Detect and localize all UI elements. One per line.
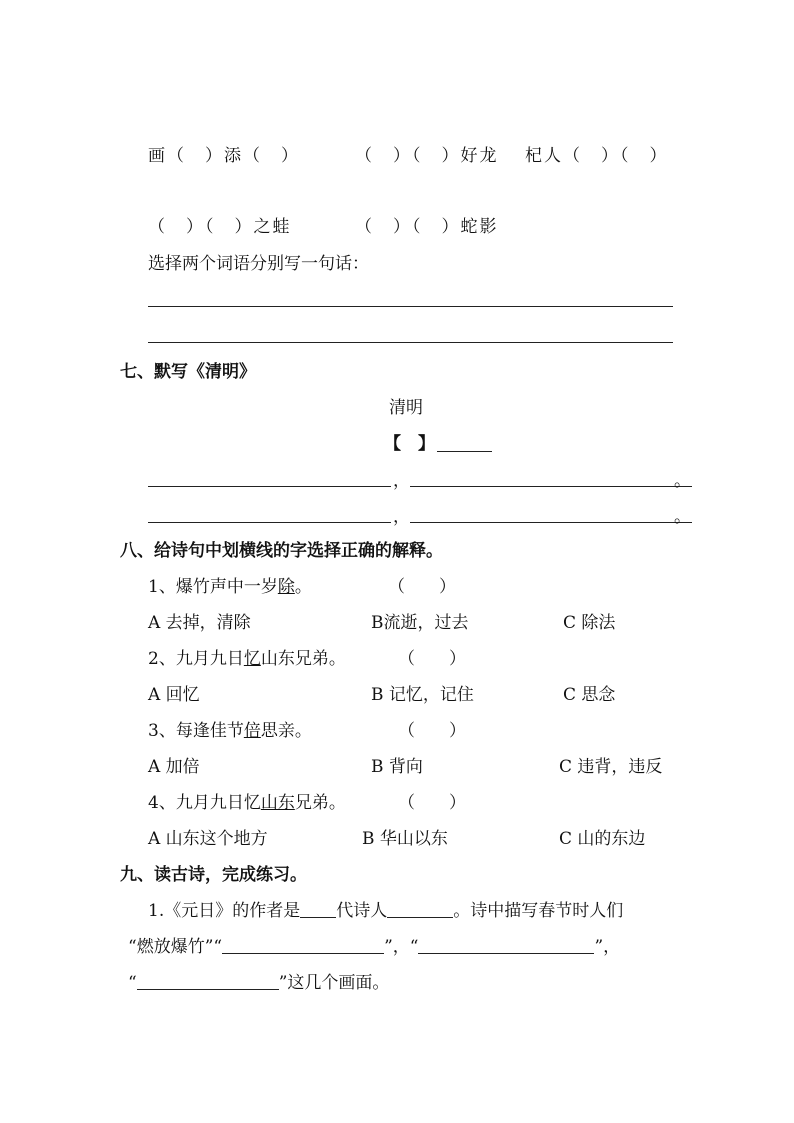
q1-text-1: 1.《元日》的作者是 [148, 901, 301, 921]
section7-heading: 七、默写《清明》 [120, 362, 256, 382]
q1-line2-end: ”， [594, 937, 621, 957]
idiom-blank-1: 画（ ）添（ ） [148, 146, 300, 166]
q1-line3-end: ”这几个画面。 [278, 973, 390, 993]
section9-q1-line1 [148, 900, 623, 922]
question-text-end: 山东兄弟。 [260, 649, 346, 669]
question-text-end: 。 [294, 577, 312, 597]
scene-blank-3[interactable] [137, 973, 279, 990]
question-text: 3、每逢佳节 [148, 721, 244, 741]
idiom-blank-3: 杞人（ ）（ ） [525, 146, 669, 166]
idiom-blank-4: （ ）（ ）之蛙 [148, 217, 292, 237]
marked-char: 忆 [243, 649, 261, 669]
poem-comma-2: ， [393, 507, 410, 527]
marked-char: 倍 [243, 721, 261, 741]
question-text: 1、爆竹声中一岁 [148, 577, 278, 597]
section9-q1-line2 [128, 936, 620, 958]
option-1c: C 除法 [563, 613, 616, 633]
option-4c: C 山的东边 [559, 829, 646, 849]
poem-comma-1: ， [393, 471, 410, 491]
poem-title: 清明 [389, 398, 423, 418]
question-text: 2、九月九日 [148, 649, 244, 669]
answer-line-1[interactable] [148, 306, 673, 307]
dynasty-blank[interactable] [300, 901, 336, 918]
option-3a: A 加倍 [148, 757, 200, 777]
option-1a: A 去掉，清除 [148, 613, 251, 633]
answer-paren-3[interactable]: （ ） [398, 721, 466, 741]
author-bracket: 【 】 [384, 434, 435, 454]
scene-blank-1[interactable] [222, 937, 384, 954]
poem-line-1b[interactable] [410, 486, 692, 487]
section9-heading: 九、读古诗，完成练习。 [120, 865, 307, 885]
answer-paren-1[interactable]: （ ） [388, 577, 456, 597]
option-2c: C 思念 [563, 685, 616, 705]
option-2a: A 回忆 [148, 685, 200, 705]
marked-char: 除 [277, 577, 295, 597]
q1-line3-start: “ [128, 973, 137, 993]
answer-paren-2[interactable]: （ ） [398, 649, 466, 669]
option-1b: B流逝，过去 [371, 613, 469, 633]
poem-period-1: 。 [674, 471, 691, 491]
question-text-end: 思亲。 [260, 721, 312, 741]
idiom-blank-2: （ ）（ ）好龙 [355, 146, 499, 166]
scene-blank-2[interactable] [418, 937, 594, 954]
answer-line-2[interactable] [148, 342, 673, 343]
poem-line-2b[interactable] [410, 522, 692, 523]
option-4b: B 华山以东 [362, 829, 448, 849]
question-text: 4、九月九日忆 [148, 793, 261, 813]
marked-char: 山东 [260, 793, 295, 813]
sentence-instruction: 选择两个词语分别写一句话： [148, 254, 369, 274]
poem-line-1a[interactable] [148, 486, 391, 487]
question-3 [148, 720, 312, 742]
question-4 [148, 792, 346, 814]
question-text-end: 兄弟。 [294, 793, 346, 813]
q1-line2-mid: ”，“ [384, 937, 419, 957]
answer-paren-4[interactable]: （ ） [398, 793, 466, 813]
idiom-blank-5: （ ）（ ）蛇影 [355, 217, 499, 237]
section8-heading: 八、给诗句中划横线的字选择正确的解释。 [120, 541, 443, 561]
section9-q1-line3 [128, 972, 389, 994]
q1-text-3: 。诗中描写春节时人们 [453, 901, 624, 921]
poem-line-2a[interactable] [148, 522, 391, 523]
poem-period-2: 。 [674, 507, 691, 527]
author-blank[interactable] [437, 451, 492, 452]
option-4a: A 山东这个地方 [148, 829, 268, 849]
question-1 [148, 576, 312, 598]
option-3b: B 背向 [371, 757, 423, 777]
q1-line2-start: “燃放爆竹”“ [128, 937, 223, 957]
option-2b: B 记忆，记住 [371, 685, 474, 705]
poet-blank[interactable] [387, 901, 453, 918]
question-2 [148, 648, 346, 670]
q1-text-2: 代诗人 [336, 901, 388, 921]
option-3c: C 违背，违反 [559, 757, 663, 777]
